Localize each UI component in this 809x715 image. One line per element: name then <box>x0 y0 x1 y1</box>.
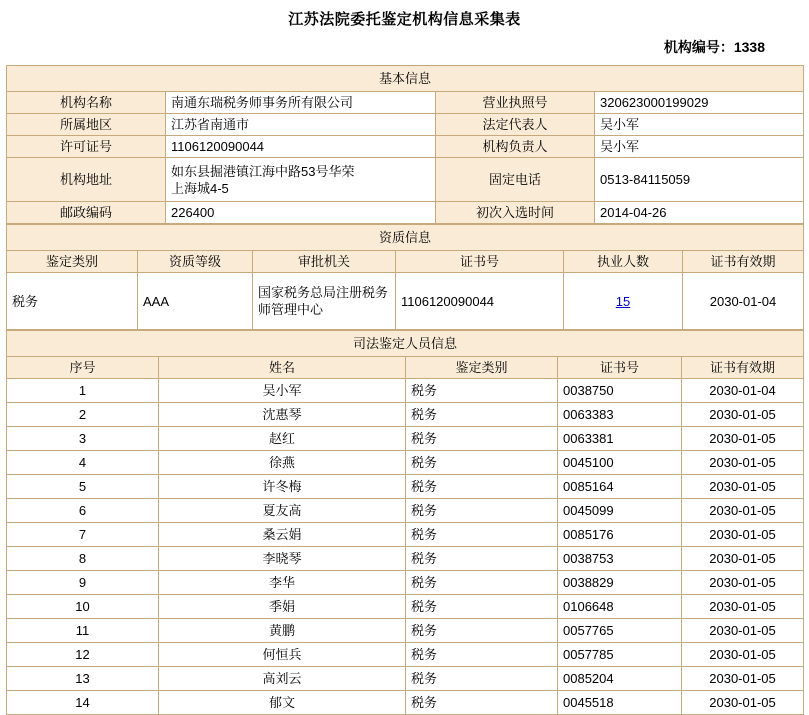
qual-header-cert-no: 证书号 <box>396 251 564 273</box>
table-row <box>7 571 804 595</box>
table-row <box>7 547 804 571</box>
label-postcode: 邮政编码 <box>7 202 166 224</box>
address-line-1: 如东县掘港镇江海中路53号华荣 <box>171 163 355 179</box>
value-address <box>166 158 436 202</box>
person-cell-valid-until: 2030-01-05 <box>682 571 804 595</box>
person-cell-valid-until: 2030-01-05 <box>682 619 804 643</box>
person-cell-cert-no: 0057765 <box>558 619 682 643</box>
person-cell-name: 黄鹏 <box>159 619 406 643</box>
value-org-head: 吴小军 <box>595 136 804 158</box>
personnel-table <box>6 330 804 715</box>
person-cell-name: 吴小军 <box>159 379 406 403</box>
qual-cell-authority: 国家税务总局注册税务师管理中心 <box>253 273 396 330</box>
practitioners-count-link[interactable]: 15 <box>615 293 631 309</box>
table-row <box>7 451 804 475</box>
table-row <box>7 667 804 691</box>
person-cell-name: 何恒兵 <box>159 643 406 667</box>
label-org-name: 机构名称 <box>7 92 166 114</box>
person-cell-valid-until: 2030-01-05 <box>682 643 804 667</box>
table-row <box>7 691 804 715</box>
qual-cell-valid-until: 2030-01-04 <box>683 273 804 330</box>
person-cell-name: 沈惠琴 <box>159 403 406 427</box>
person-cell-cert-no: 0038753 <box>558 547 682 571</box>
table-row <box>7 403 804 427</box>
label-org-head: 机构负责人 <box>436 136 595 158</box>
value-license-no: 320623000199029 <box>595 92 804 114</box>
person-cell-no: 11 <box>7 619 159 643</box>
person-cell-cert-no: 0038750 <box>558 379 682 403</box>
person-cell-name: 李晓琴 <box>159 547 406 571</box>
table-row <box>7 523 804 547</box>
label-phone: 固定电话 <box>436 158 595 202</box>
person-cell-cert-no: 0057785 <box>558 643 682 667</box>
table-row <box>7 595 804 619</box>
label-address: 机构地址 <box>7 158 166 202</box>
person-cell-no: 14 <box>7 691 159 715</box>
qual-header-valid-until: 证书有效期 <box>683 251 804 273</box>
address-line-2: 上海城4-5 <box>171 180 229 196</box>
person-cell-cert-no: 0045100 <box>558 451 682 475</box>
person-cell-valid-until: 2030-01-05 <box>682 499 804 523</box>
person-cell-category: 税务 <box>406 643 558 667</box>
value-permit-no: 1106120090044 <box>166 136 436 158</box>
personnel-section-title: 司法鉴定人员信息 <box>7 331 804 357</box>
qual-header-level: 资质等级 <box>138 251 253 273</box>
person-cell-cert-no: 0085164 <box>558 475 682 499</box>
table-row <box>7 475 804 499</box>
person-cell-cert-no: 0045099 <box>558 499 682 523</box>
qualification-table <box>6 224 804 330</box>
person-cell-no: 4 <box>7 451 159 475</box>
person-cell-valid-until: 2030-01-05 <box>682 523 804 547</box>
person-cell-valid-until: 2030-01-05 <box>682 451 804 475</box>
person-cell-category: 税务 <box>406 403 558 427</box>
person-cell-no: 3 <box>7 427 159 451</box>
table-row <box>7 379 804 403</box>
person-cell-cert-no: 0085176 <box>558 523 682 547</box>
person-cell-cert-no: 0063383 <box>558 403 682 427</box>
basic-info-table <box>6 65 804 224</box>
person-cell-valid-until: 2030-01-05 <box>682 475 804 499</box>
value-org-name: 南通东瑞税务师事务所有限公司 <box>166 92 436 114</box>
person-cell-name: 高刘云 <box>159 667 406 691</box>
person-cell-name: 赵红 <box>159 427 406 451</box>
person-cell-no: 2 <box>7 403 159 427</box>
person-cell-valid-until: 2030-01-05 <box>682 403 804 427</box>
person-cell-valid-until: 2030-01-05 <box>682 427 804 451</box>
person-cell-category: 税务 <box>406 595 558 619</box>
person-cell-no: 13 <box>7 667 159 691</box>
value-first-selected: 2014-04-26 <box>595 202 804 224</box>
person-cell-cert-no: 0045518 <box>558 691 682 715</box>
page-title: 江苏法院委托鉴定机构信息采集表 <box>288 11 521 28</box>
qual-header-authority: 审批机关 <box>253 251 396 273</box>
person-cell-category: 税务 <box>406 427 558 451</box>
person-cell-category: 税务 <box>406 475 558 499</box>
person-cell-no: 5 <box>7 475 159 499</box>
person-cell-no: 9 <box>7 571 159 595</box>
person-header-no: 序号 <box>7 357 159 379</box>
person-cell-no: 6 <box>7 499 159 523</box>
value-region: 江苏省南通市 <box>166 114 436 136</box>
person-header-valid-until: 证书有效期 <box>682 357 804 379</box>
table-row <box>7 499 804 523</box>
person-cell-name: 桑云娟 <box>159 523 406 547</box>
person-cell-valid-until: 2030-01-05 <box>682 667 804 691</box>
person-cell-valid-until: 2030-01-04 <box>682 379 804 403</box>
qual-cell-category: 税务 <box>7 273 138 330</box>
person-cell-no: 7 <box>7 523 159 547</box>
label-first-selected: 初次入选时间 <box>436 202 595 224</box>
person-cell-category: 税务 <box>406 379 558 403</box>
person-cell-no: 12 <box>7 643 159 667</box>
org-code: 机构编号：1338 <box>663 39 765 55</box>
qual-cell-practitioners <box>564 273 683 330</box>
label-license-no: 营业执照号 <box>436 92 595 114</box>
qual-cell-cert-no: 1106120090044 <box>396 273 564 330</box>
person-header-name: 姓名 <box>159 357 406 379</box>
qual-header-practitioners: 执业人数 <box>564 251 683 273</box>
person-cell-valid-until: 2030-01-05 <box>682 691 804 715</box>
person-cell-name: 徐燕 <box>159 451 406 475</box>
person-header-cert-no: 证书号 <box>558 357 682 379</box>
label-legal-rep: 法定代表人 <box>436 114 595 136</box>
person-cell-category: 税务 <box>406 523 558 547</box>
table-row <box>7 643 804 667</box>
basic-info-section-title: 基本信息 <box>7 66 804 92</box>
person-cell-no: 1 <box>7 379 159 403</box>
person-cell-cert-no: 0106648 <box>558 595 682 619</box>
person-cell-name: 郁文 <box>159 691 406 715</box>
value-phone: 0513-84115059 <box>595 158 804 202</box>
person-cell-category: 税务 <box>406 547 558 571</box>
person-cell-name: 季娟 <box>159 595 406 619</box>
person-cell-category: 税务 <box>406 667 558 691</box>
person-cell-no: 10 <box>7 595 159 619</box>
person-cell-cert-no: 0063381 <box>558 427 682 451</box>
person-cell-valid-until: 2030-01-05 <box>682 547 804 571</box>
value-legal-rep: 吴小军 <box>595 114 804 136</box>
table-row <box>7 427 804 451</box>
person-cell-cert-no: 0038829 <box>558 571 682 595</box>
qualification-section-title: 资质信息 <box>7 225 804 251</box>
person-header-category: 鉴定类别 <box>406 357 558 379</box>
person-cell-category: 税务 <box>406 619 558 643</box>
person-cell-name: 许冬梅 <box>159 475 406 499</box>
label-region: 所属地区 <box>7 114 166 136</box>
table-row <box>7 619 804 643</box>
person-cell-category: 税务 <box>406 571 558 595</box>
qual-cell-level: AAA <box>138 273 253 330</box>
qual-header-category: 鉴定类别 <box>7 251 138 273</box>
person-cell-no: 8 <box>7 547 159 571</box>
person-cell-cert-no: 0085204 <box>558 667 682 691</box>
person-cell-category: 税务 <box>406 451 558 475</box>
label-permit-no: 许可证号 <box>7 136 166 158</box>
person-cell-category: 税务 <box>406 499 558 523</box>
table-row <box>7 273 804 330</box>
person-cell-category: 税务 <box>406 691 558 715</box>
person-cell-valid-until: 2030-01-05 <box>682 595 804 619</box>
person-cell-name: 夏友高 <box>159 499 406 523</box>
person-cell-name: 李华 <box>159 571 406 595</box>
value-postcode: 226400 <box>166 202 436 224</box>
